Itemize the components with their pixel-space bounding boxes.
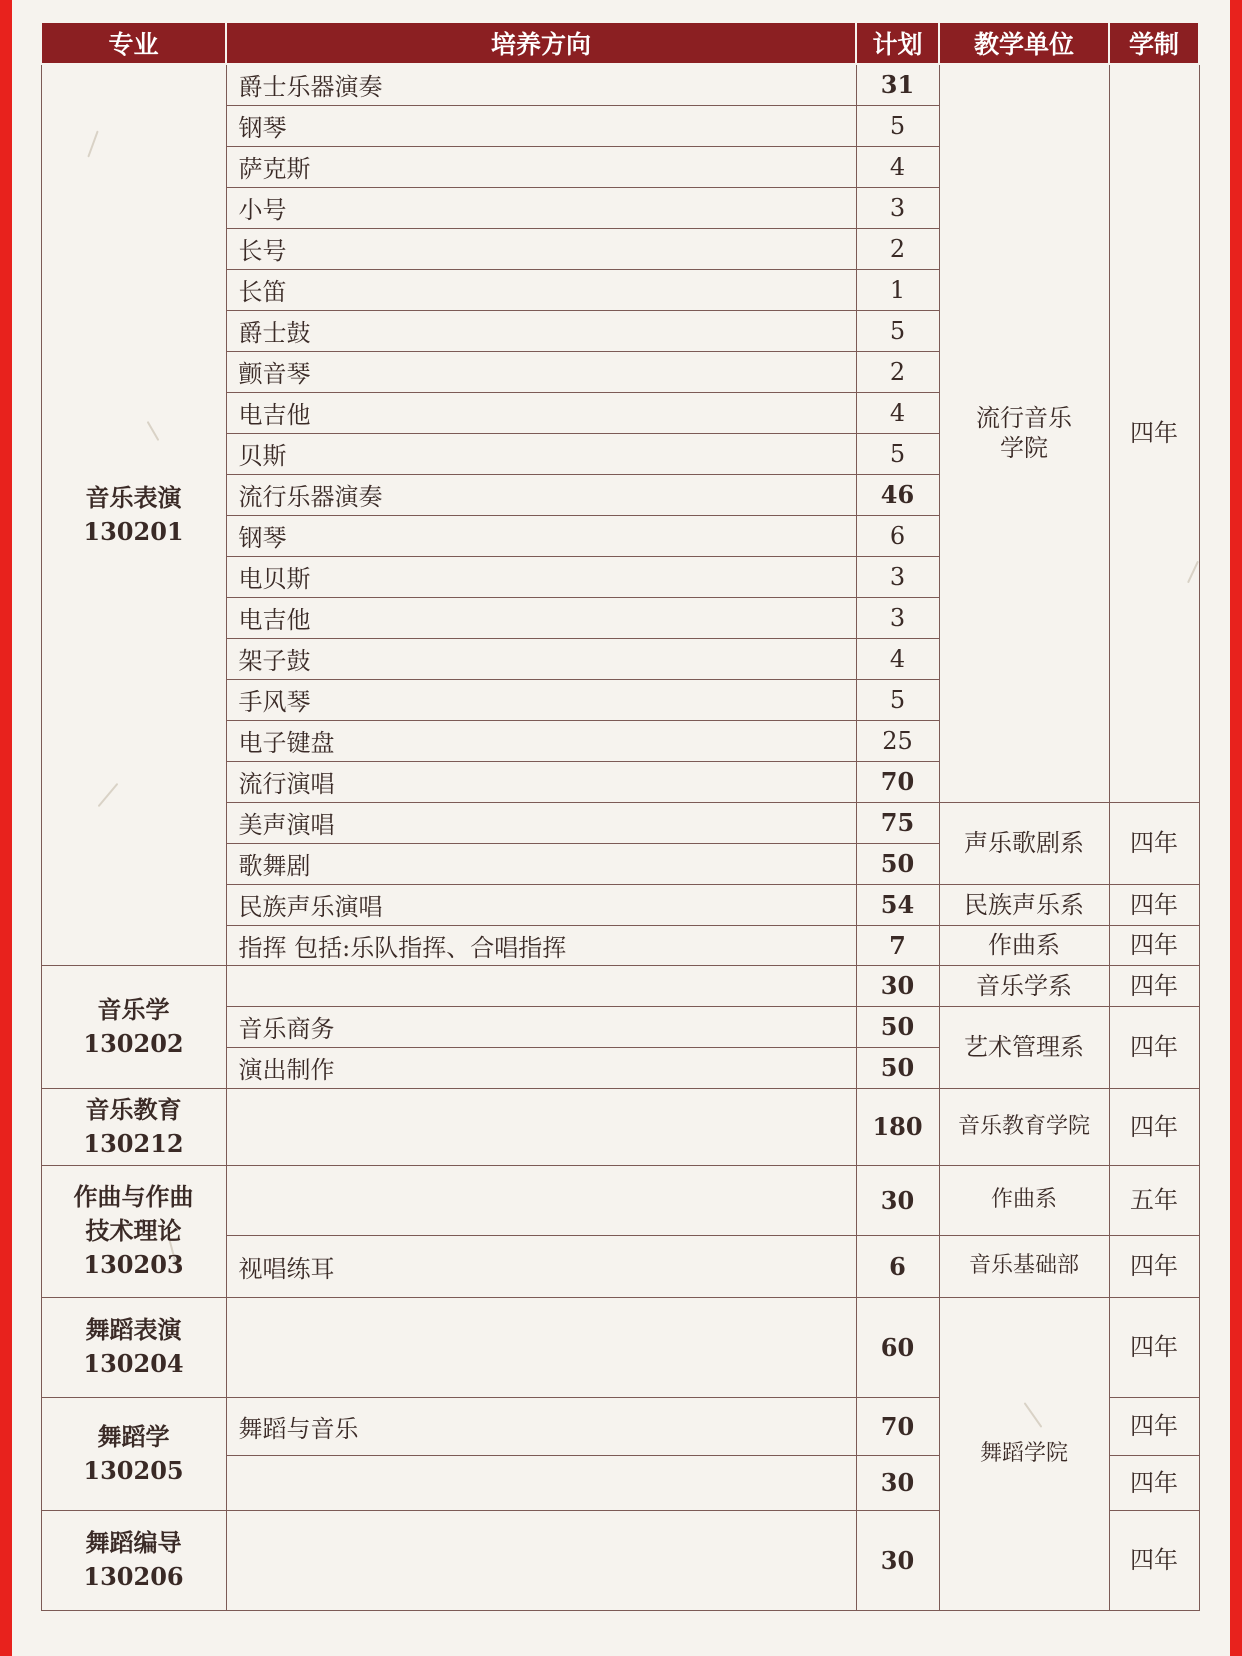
direction-cell: 电吉他 <box>226 392 856 433</box>
plan-cell: 50 <box>856 843 939 884</box>
direction-cell: 电子键盘 <box>226 720 856 761</box>
plan-cell: 5 <box>856 310 939 351</box>
plan-cell: 180 <box>856 1088 939 1165</box>
plan-cell: 30 <box>856 1510 939 1610</box>
table-row <box>41 1088 1199 1165</box>
unit-cell: 作曲系 <box>939 925 1109 965</box>
direction-cell: 歌舞剧 <box>226 843 856 884</box>
header-unit: 教学单位 <box>939 22 1109 64</box>
direction-cell: 爵士乐器演奏 <box>226 64 856 105</box>
duration-cell: 五年 <box>1109 1165 1199 1235</box>
direction-cell <box>226 1455 856 1510</box>
plan-cell: 3 <box>856 597 939 638</box>
plan-cell: 3 <box>856 187 939 228</box>
plan-cell: 31 <box>856 64 939 105</box>
duration-cell: 四年 <box>1109 1297 1199 1397</box>
table-row <box>41 1165 1199 1235</box>
duration-cell: 四年 <box>1109 884 1199 925</box>
duration-cell: 四年 <box>1109 1006 1199 1088</box>
duration-cell: 四年 <box>1109 1088 1199 1165</box>
header-direction: 培养方向 <box>226 22 856 64</box>
direction-cell: 钢琴 <box>226 515 856 556</box>
direction-cell: 萨克斯 <box>226 146 856 187</box>
table-row <box>41 64 1199 105</box>
direction-cell: 颤音琴 <box>226 351 856 392</box>
plan-cell: 30 <box>856 1455 939 1510</box>
plan-cell: 5 <box>856 433 939 474</box>
direction-cell: 电吉他 <box>226 597 856 638</box>
unit-cell: 民族声乐系 <box>939 884 1109 925</box>
plan-cell: 4 <box>856 392 939 433</box>
duration-cell: 四年 <box>1109 1510 1199 1610</box>
duration-cell: 四年 <box>1109 1455 1199 1510</box>
table-row <box>41 1297 1199 1397</box>
direction-cell: 音乐商务 <box>226 1006 856 1047</box>
unit-cell: 音乐教育学院 <box>939 1088 1109 1165</box>
header-row <box>41 22 1199 64</box>
plan-cell: 60 <box>856 1297 939 1397</box>
direction-cell <box>226 1297 856 1397</box>
unit-cell: 舞蹈学院 <box>939 1297 1109 1610</box>
plan-cell: 1 <box>856 269 939 310</box>
plan-cell: 70 <box>856 761 939 802</box>
plan-cell: 54 <box>856 884 939 925</box>
duration-cell: 四年 <box>1109 1397 1199 1455</box>
plan-cell: 50 <box>856 1006 939 1047</box>
direction-cell: 爵士鼓 <box>226 310 856 351</box>
unit-cell: 流行音乐 学院 <box>939 64 1109 802</box>
direction-cell: 电贝斯 <box>226 556 856 597</box>
direction-cell: 美声演唱 <box>226 802 856 843</box>
direction-cell <box>226 1088 856 1165</box>
plan-cell: 4 <box>856 638 939 679</box>
direction-cell: 民族声乐演唱 <box>226 884 856 925</box>
major-cell: 音乐学 130202 <box>41 965 226 1088</box>
direction-cell: 小号 <box>226 187 856 228</box>
header-duration: 学制 <box>1109 22 1199 64</box>
unit-cell: 艺术管理系 <box>939 1006 1109 1088</box>
table-row <box>41 965 1199 1006</box>
direction-cell <box>226 965 856 1006</box>
duration-cell: 四年 <box>1109 64 1199 802</box>
direction-cell: 演出制作 <box>226 1047 856 1088</box>
major-cell: 音乐教育 130212 <box>41 1088 226 1165</box>
duration-cell: 四年 <box>1109 1235 1199 1297</box>
duration-cell: 四年 <box>1109 802 1199 884</box>
direction-cell: 长笛 <box>226 269 856 310</box>
plan-cell: 4 <box>856 146 939 187</box>
unit-cell: 作曲系 <box>939 1165 1109 1235</box>
major-cell: 音乐表演 130201 <box>41 64 226 965</box>
enrollment-plan-table <box>40 21 1200 1611</box>
direction-cell <box>226 1510 856 1610</box>
direction-cell: 架子鼓 <box>226 638 856 679</box>
major-cell: 作曲与作曲 技术理论 130203 <box>41 1165 226 1297</box>
header-plan: 计划 <box>856 22 939 64</box>
plan-cell: 30 <box>856 965 939 1006</box>
direction-cell: 舞蹈与音乐 <box>226 1397 856 1455</box>
plan-cell: 5 <box>856 679 939 720</box>
plan-cell: 7 <box>856 925 939 965</box>
direction-cell: 手风琴 <box>226 679 856 720</box>
plan-cell: 75 <box>856 802 939 843</box>
plan-cell: 50 <box>856 1047 939 1088</box>
plan-cell: 2 <box>856 351 939 392</box>
plan-cell: 2 <box>856 228 939 269</box>
unit-cell: 声乐歌剧系 <box>939 802 1109 884</box>
duration-cell: 四年 <box>1109 925 1199 965</box>
plan-cell: 3 <box>856 556 939 597</box>
direction-cell: 钢琴 <box>226 105 856 146</box>
plan-cell: 25 <box>856 720 939 761</box>
plan-cell: 6 <box>856 515 939 556</box>
unit-cell: 音乐学系 <box>939 965 1109 1006</box>
direction-cell: 长号 <box>226 228 856 269</box>
plan-cell: 46 <box>856 474 939 515</box>
direction-cell: 贝斯 <box>226 433 856 474</box>
direction-cell: 流行乐器演奏 <box>226 474 856 515</box>
direction-cell: 流行演唱 <box>226 761 856 802</box>
major-cell: 舞蹈学 130205 <box>41 1397 226 1510</box>
plan-cell: 6 <box>856 1235 939 1297</box>
plan-cell: 70 <box>856 1397 939 1455</box>
plan-cell: 5 <box>856 105 939 146</box>
direction-cell: 指挥 包括:乐队指挥、合唱指挥 <box>226 925 856 965</box>
unit-cell: 音乐基础部 <box>939 1235 1109 1297</box>
major-cell: 舞蹈表演 130204 <box>41 1297 226 1397</box>
header-major: 专业 <box>41 22 226 64</box>
direction-cell <box>226 1165 856 1235</box>
direction-cell: 视唱练耳 <box>226 1235 856 1297</box>
duration-cell: 四年 <box>1109 965 1199 1006</box>
plan-cell: 30 <box>856 1165 939 1235</box>
major-cell: 舞蹈编导 130206 <box>41 1510 226 1610</box>
